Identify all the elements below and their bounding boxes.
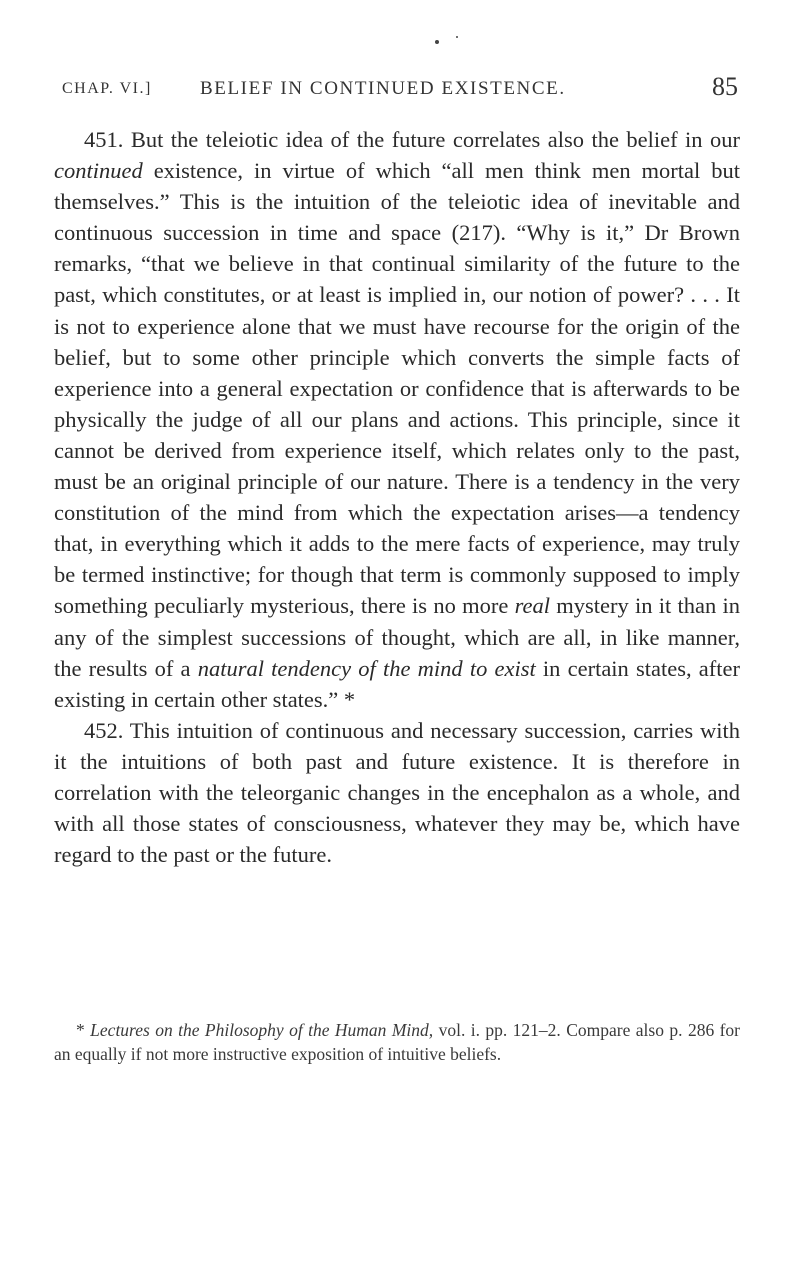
text-run: in certain states, after existing in certain other states.” * [54, 655, 740, 712]
ink-speck [435, 40, 439, 44]
text-run: vol. i. pp. 121–2. Compare also p. 286 for an equally if not more instructive exposition of intuitive beliefs. [54, 1020, 741, 1064]
body-text [54, 124, 740, 870]
chapter-title: BELIEF IN CONTINUED EXISTENCE. [200, 78, 566, 99]
footnote-marker: * [76, 1020, 91, 1040]
chapter-label: CHAP. VI.] [62, 80, 152, 97]
text-run-italic: continued [54, 158, 143, 184]
paragraph-451 [54, 124, 740, 715]
footnote [54, 1018, 740, 1066]
text-run: existence, in virtue of which “all men think men mortal but themselves.” This is the intuition of the teleiotic idea of inevitable and continuous succession in time and space (217). “Why is it,” Dr Brown remarks, “that we believe in that continual similarity of the future to the past, which constitutes, or at least is implied in, our notion of power? . . . It is not to experience alone that we must have recourse for the origin of the belief, but to some other principle which converts the simple facts of experience into a general expectation or confidence that is afterwards to be physically the judge of all our plans and actions. This principle, since it cannot be derived from experience itself, which relates only to the past, must be an original principle of our nature. There is a tendency in the very constitution of the mind from which the expectation arises—a tendency that, in everything which it adds to the mere facts of experience, may truly be termed instinctive; for though that term is commonly supposed to imply something peculiarly mysterious, there is no more [54, 158, 740, 619]
paragraph-number: 451. [84, 127, 124, 152]
text-run-italic: natural tendency of the mind to exist [197, 655, 536, 681]
ink-speck [456, 36, 458, 38]
text-run: This intuition of continuous and necessary succession, carries with it the intuitions of both past and future existence. It is therefore in correlation with the teleorganic changes in the encephalon as a whole, and with all those states of consciousness, whatever they may be, which have regard to the past or the future. [54, 717, 740, 868]
page-number: 85 [712, 72, 738, 101]
paragraph-452 [54, 715, 740, 870]
text-run-italic: real [514, 593, 550, 619]
running-head [62, 72, 738, 106]
text-run: mystery in it than in any of the simplest successions of thought, which are all, in like manner, the results of a [54, 593, 741, 681]
text-run: But the teleiotic idea of the future correlates also the belief in our [123, 127, 740, 152]
footnote-citation: Lectures on the Philosophy of the Human Mind, [90, 1020, 434, 1040]
paragraph-number: 452. [84, 717, 124, 743]
footnote-text [54, 1018, 740, 1066]
